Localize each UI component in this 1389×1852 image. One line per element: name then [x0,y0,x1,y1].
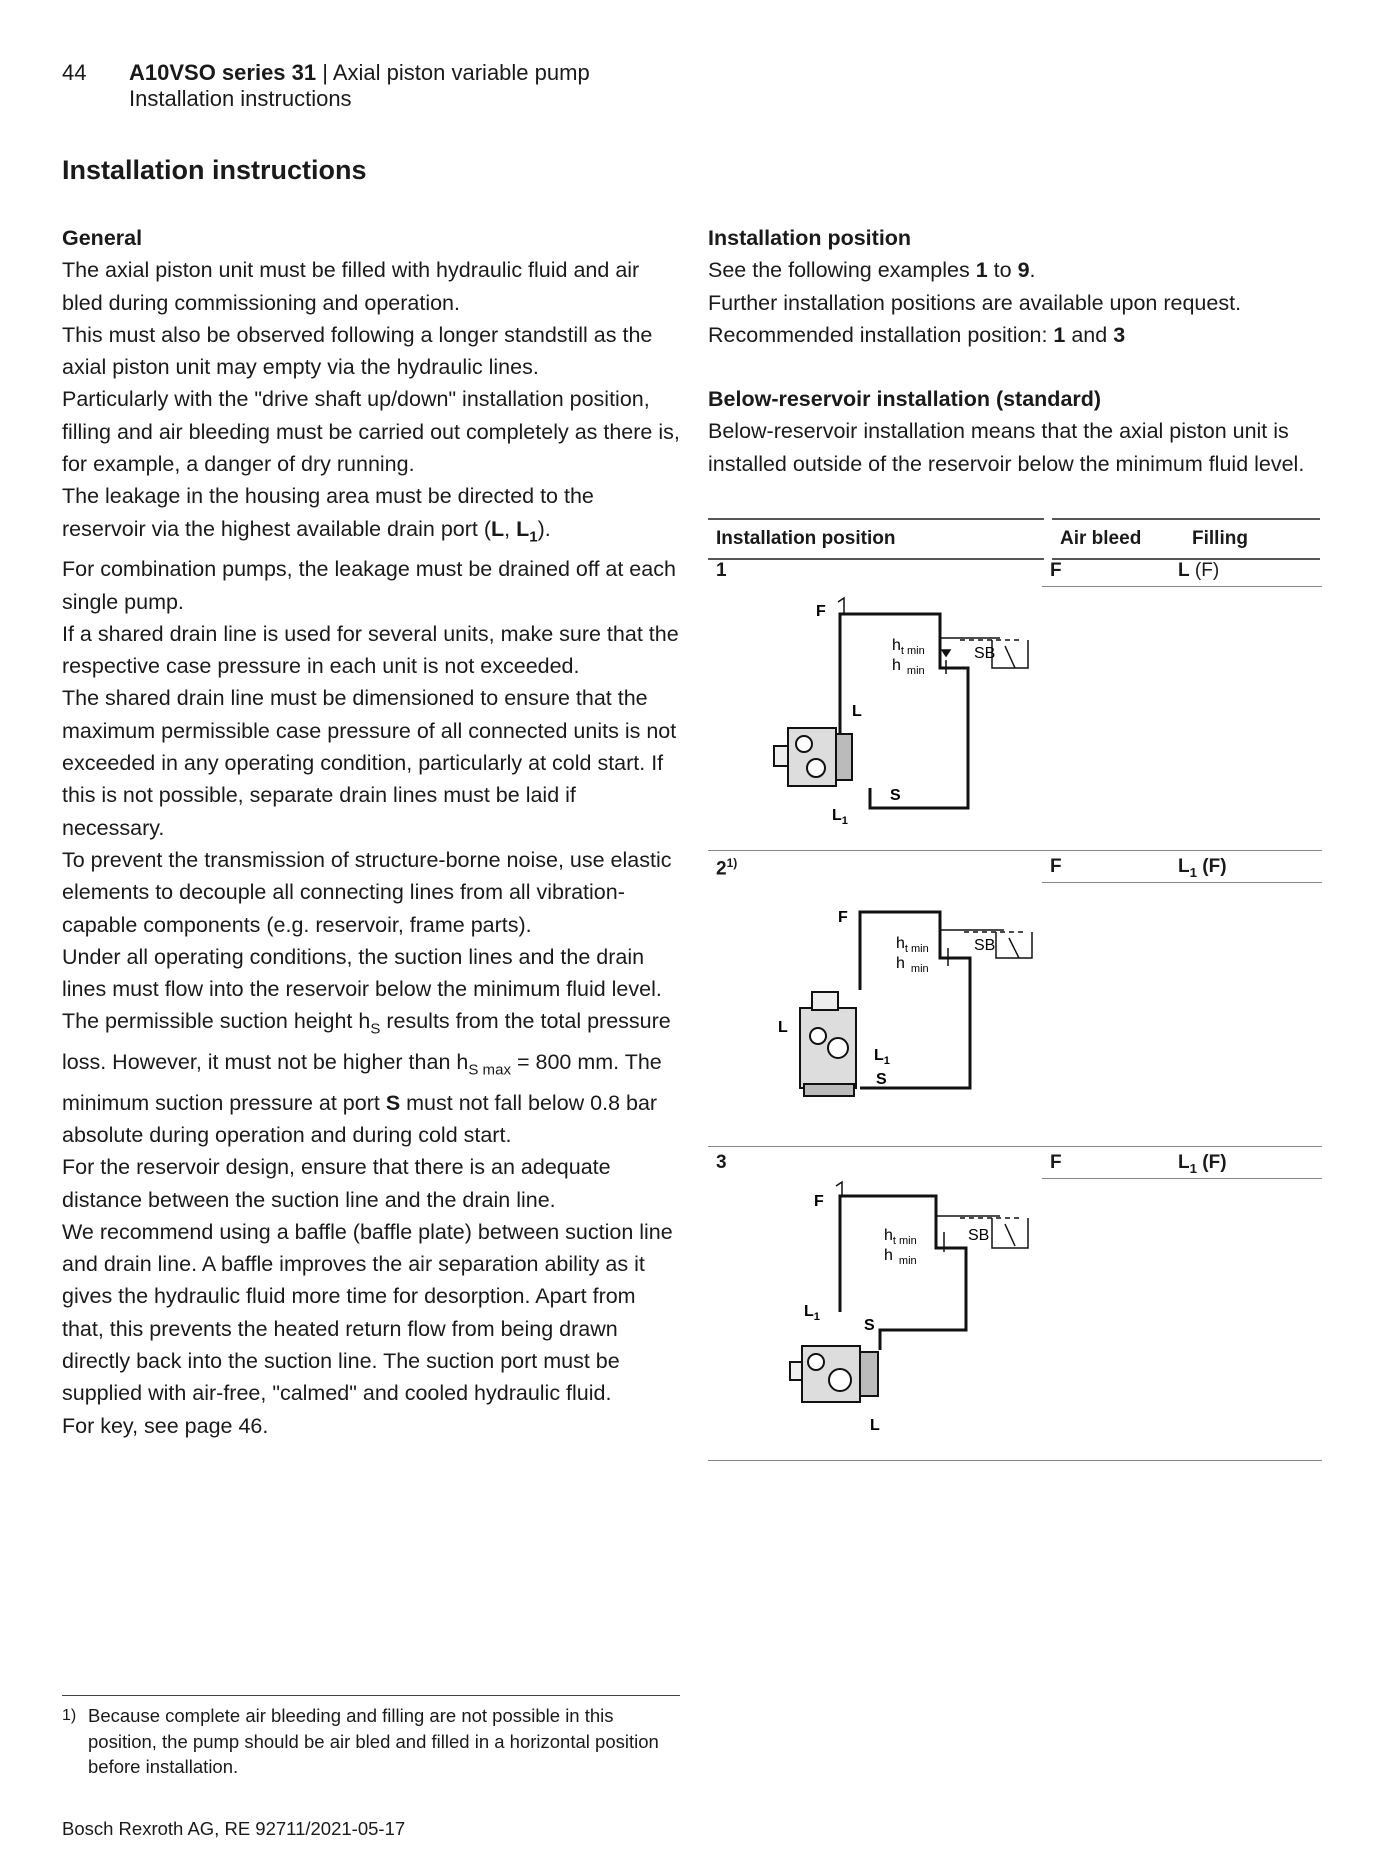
footnote-text: Because complete air bleeding and filling are not possible in this position, the pump should be air bled and filled in a horizontal position before installation. [88,1705,659,1777]
general-paragraph: For combination pumps, the leakage must be drained off at each single pump. [62,557,676,614]
baffle-label: SB [974,937,996,954]
general-heading: General [62,226,143,250]
installation-diagram-3 [760,1180,1070,1430]
general-paragraph: For the reservoir design, ensure that there is an adequate distance between the suction line and the drain line. [62,1155,611,1212]
header-separator: | [316,60,333,85]
port-L-label: L [778,1019,788,1036]
port-S-label: S [890,787,901,804]
h-min-label: h $_{min}$ [896,955,929,975]
general-paragraph: The leakage in the housing area must be directed to the reservoir via the highest available drain port (L, $L_1$). [62,484,594,545]
install-line: Further installation positions are available upon request. [708,290,1242,315]
general-paragraph: This must also be observed following a longer standstill as the axial piston unit may empty via the hydraulic lines. [62,322,653,380]
h-min-label: h $_{min}$ [892,657,925,677]
table-row-filling: $L_1$ (F) [1178,856,1227,880]
general-section [62,222,682,1442]
installation-position-heading: Installation position [708,226,912,250]
port-F-label: F [816,603,826,620]
installation-diagram-1 [760,588,1070,838]
general-paragraph: Particularly with the "drive shaft up/down" installation position, filling and air bleeding must be carried out completely as there is, for example, a danger of dry running. [62,387,680,477]
table-header: Installation position [708,519,1048,559]
general-paragraph: If a shared drain line is used for several units, make sure that the respective case pressure in each unit is not exceeded. [62,621,679,679]
port-L1-label: $L_1$ [804,1303,820,1323]
page-title: Installation instructions [62,155,367,185]
footnote [62,1703,682,1780]
general-paragraph: To prevent the transmission of structure-borne noise, use elastic elements to decouple all connecting lines from all vibration-capable components (e.g. reservoir, frame parts). [62,847,672,937]
page-number: 44 [62,60,87,85]
running-header [129,60,590,112]
below-reservoir-text: Below-reservoir installation means that the axial piston unit is installed outside of the reservoir below the minimum fluid level. [708,419,1305,476]
installation-table [708,518,1320,560]
table-row-position: 3 [716,1152,727,1173]
table-row-air-bleed: F [1050,1152,1062,1173]
baffle-label: SB [974,645,996,662]
series-name: A10VSO series 31 [129,60,317,85]
baffle-label: SB [968,1227,990,1244]
ht-min-label: $h_{t min}$ [896,935,929,955]
table-row-position: 2$^{1)}$ [716,856,738,880]
footnote-mark: 1) [62,1707,77,1724]
h-min-label: h $_{min}$ [884,1247,917,1267]
install-line: Recommended installation position: 1 and 3 [708,322,1126,347]
table-row-filling: L (F) [1178,560,1220,581]
table-row-position: 1 [716,560,727,581]
product-name: Axial piston variable pump [332,60,590,85]
general-paragraph: We recommend using a baffle (baffle plate) between suction line and drain line. A baffle improves the air separation ability as it gives the hydraulic fluid more time for desorption. Apart from that, this prevents the heated return flow from being drawn directly back into the suction line. The suction port must be supplied with air-free, "calmed" and cooled hydraulic fluid. [62,1219,673,1406]
installation-diagram-2 [760,888,1070,1138]
below-reservoir-heading: Below-reservoir installation (standard) [708,387,1102,412]
key-reference: For key, see page 46. [62,1413,269,1438]
table-header: Filling [1184,519,1320,559]
port-L1-label: $L_1$ [874,1047,890,1067]
install-line: See the following examples 1 to 9. [708,258,1036,283]
general-paragraph: The axial piston unit must be filled with hydraulic fluid and air bled during commissioning and operation. [62,258,640,315]
general-paragraph: Under all operating conditions, the suction lines and the drain lines must flow into the reservoir below the minimum fluid level. The permissible suction height $h_S$ results from the total pressure loss. However, it must not be higher than $h_{S max} = 800$ mm. The minimum suction pressure at port S must not fall below 0.8 bar absolute during operation and during cold start. [62,944,671,1147]
port-L-label: L [852,703,862,720]
ht-min-label: $h_{t min}$ [892,637,925,657]
port-L1-label: $L_1$ [832,807,848,827]
page-footer: Bosch Rexroth AG, RE 92711/2021-05-17 [62,1818,406,1839]
table-row-filling: $L_1$ (F) [1178,1152,1227,1176]
table-row-air-bleed: F [1050,560,1062,581]
installation-position-section [708,222,1328,480]
table-row-air-bleed: F [1050,856,1062,877]
ht-min-label: $h_{t min}$ [884,1227,917,1247]
footnote-divider [62,1695,680,1696]
port-L-label: L [870,1417,880,1430]
port-F-label: F [838,909,848,926]
table-header: Air bleed [1048,519,1184,559]
port-F-label: F [814,1193,824,1210]
port-S-label: S [876,1071,887,1088]
port-S-label: S [864,1317,875,1334]
general-paragraph: The shared drain line must be dimensioned to ensure that the maximum permissible case pressure of all connected units is not exceeded in any operating condition, particularly at cold start. If this is not possible, separate drain lines must be laid if necessary. [62,686,677,840]
section-name: Installation instructions [129,86,352,111]
